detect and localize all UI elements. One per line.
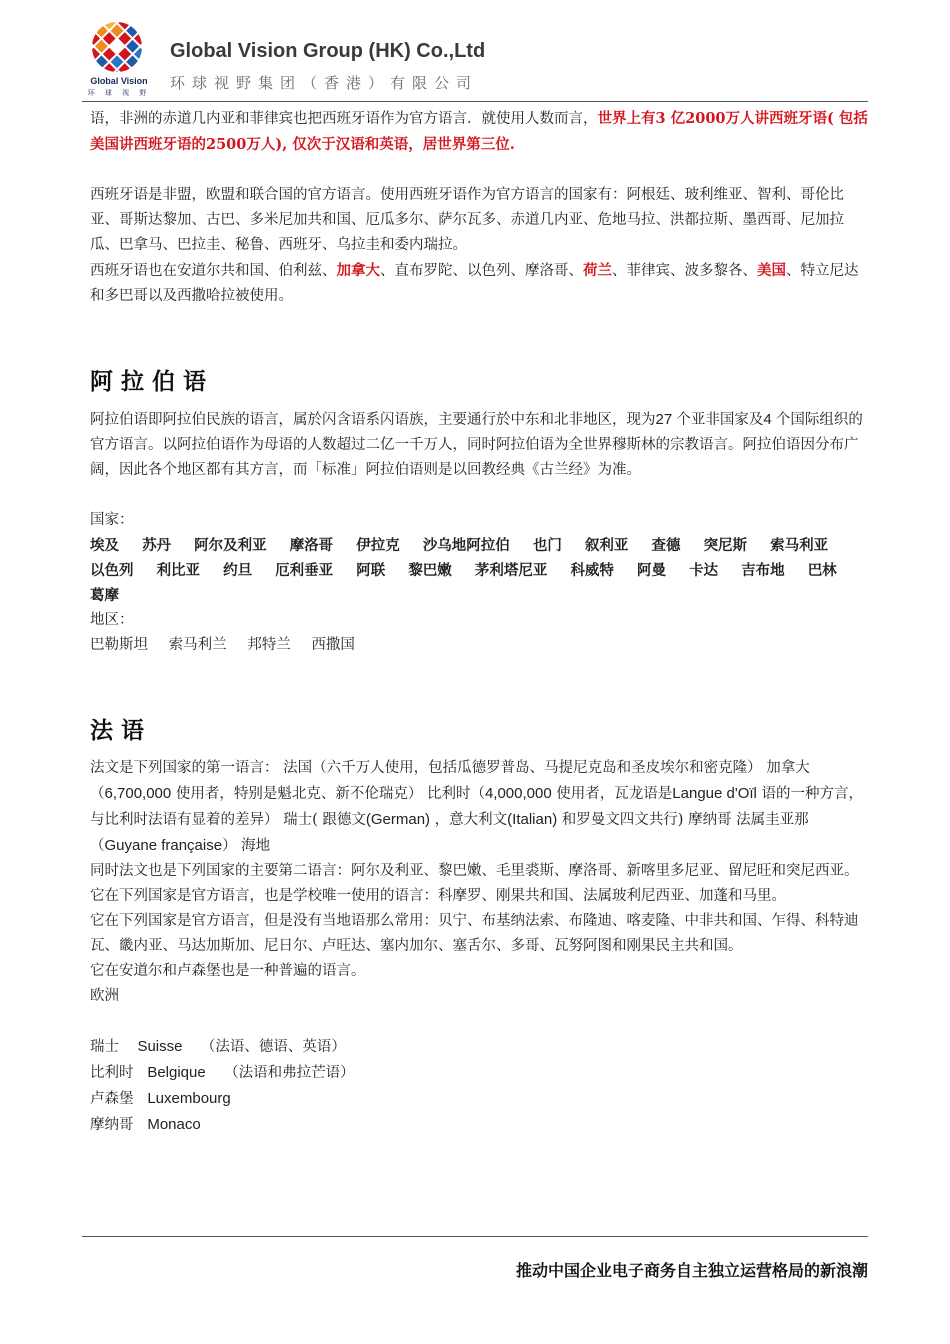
europe-country-note: （法语、德语、英语） <box>200 1039 346 1055</box>
french-p1-guyane: Guyane française <box>104 837 223 854</box>
footer-slogan: 推动中国企业电子商务自主独立运营格局的新浪潮 <box>515 1261 868 1280</box>
french-paragraph-4: 它在下列国家是官方语言，但是没有当地语那么常用：贝宁、布基纳法索、布隆迪、喀麦隆、中非共和国、乍得、科特迪瓦、畿内亚、马达加斯加、尼日尔、卢旺达、塞内加尔、塞舌尔、多哥、瓦努阿图和刚果民主共和国。 <box>90 913 859 954</box>
country-item: 摩洛哥 <box>289 537 334 554</box>
europe-country-fr: Suisse <box>137 1038 183 1055</box>
europe-country-cn: 比利时 <box>90 1065 134 1081</box>
country-item: 突尼斯 <box>703 537 748 554</box>
europe-country-cn: 瑞士 <box>90 1039 119 1055</box>
region-item: 西撒国 <box>311 637 355 653</box>
spanish-p1-text: 语，非洲的赤道几内亚和菲律宾也把西班牙语作为官方语言．就使用人数而言， <box>90 111 598 127</box>
country-item: 黎巴嫩 <box>408 562 452 579</box>
europe-country-fr: Luxembourg <box>147 1090 231 1107</box>
spanish-p3-text-b: 、直布罗陀、以色列、摩洛哥、 <box>380 263 583 279</box>
country-item: 伊拉克 <box>356 537 400 554</box>
europe-country-note: （法语和弗拉芒语） <box>224 1065 355 1081</box>
french-p1-text-d: 语的一种方言，与比利时法语有显着的差异） 瑞士( 跟德文 <box>90 786 864 828</box>
spanish-p3-text-d: 、特立尼达和多巴哥以及西撒哈拉被使用。 <box>90 263 859 304</box>
french-heading: 法语 <box>90 718 152 744</box>
header-divider <box>82 101 868 102</box>
spanish-p1-highlight: 世界上有3 亿2000万人讲西班牙语( 包括美国讲西班牙语的2500万人), 仅次于汉语和英语，居世界第三位. <box>90 110 868 153</box>
europe-country-cn: 卢森堡 <box>90 1091 134 1107</box>
region-item: 索马利兰 <box>168 637 227 653</box>
highlight-canada: 加拿大 <box>336 262 380 279</box>
company-logo <box>84 20 154 100</box>
arabic-intro-text-c: 个国际组织的官方语言。以阿拉伯语作为母语的人数超过二亿一千万人，同时阿拉伯语为全世界穆斯林的宗教语言。阿拉伯语因分布广阔，因此各个地区都有其方言，而「标准」阿拉伯语则是以回教经典《古兰经》为准。 <box>90 412 863 478</box>
country-item: 也门 <box>532 537 562 554</box>
country-item: 苏丹 <box>142 537 172 554</box>
french-paragraph-2: 同时法文也是下列国家的主要第二语言：阿尔及利亚、黎巴嫩、毛里裘斯、摩洛哥、新喀里多尼亚、留尼旺和突尼西亚。 <box>90 863 859 879</box>
french-p1-italian: (Italian) <box>507 811 558 828</box>
document-body <box>90 106 870 1138</box>
country-item: 葛摩 <box>90 587 119 604</box>
spacer <box>90 158 870 183</box>
spacer <box>90 746 870 756</box>
spanish-p3-text-c: 、菲律宾、波多黎各、 <box>612 263 757 279</box>
arabic-intro-num2: 4 <box>763 411 776 428</box>
country-item: 卡达 <box>689 562 719 579</box>
spacer <box>90 1009 870 1034</box>
europe-country-fr: Monaco <box>147 1116 201 1133</box>
logo-text: Global Vision <box>90 76 148 86</box>
french-p1-text-c: 使用者，瓦龙语是 <box>551 786 673 802</box>
country-item: 以色列 <box>90 562 134 579</box>
spacer <box>90 658 870 716</box>
arabic-regions-list <box>90 633 870 658</box>
country-item: 吉布地 <box>741 562 785 579</box>
french-p1-german: (German) <box>365 811 431 828</box>
arabic-intro-text-b: 个亚非国家及 <box>676 412 764 428</box>
highlight-usa: 美国 <box>757 262 786 279</box>
country-item: 厄利垂亚 <box>275 562 334 579</box>
country-item: 利比亚 <box>156 562 201 579</box>
europe-country-fr: Belgique <box>147 1064 206 1081</box>
company-name-en: Global Vision Group (HK) Co.,Ltd <box>170 40 486 62</box>
french-paragraph-3: 它在下列国家是官方语言，也是学校唯一使用的语言：科摩罗、刚果共和国、法属玻利尼西亚、加蓬和马里。 <box>90 888 786 904</box>
spanish-p3-text-a: 西班牙语也在安道尔共和国、伯利兹、 <box>90 263 337 279</box>
french-p1-num1: 6,700,000 <box>104 785 172 802</box>
country-item: 叙利亚 <box>584 537 629 554</box>
arabic-countries-label: 国家： <box>90 512 134 528</box>
country-item: 沙乌地阿拉伯 <box>422 537 510 554</box>
logo-subtext: 环 球 视 野 <box>87 89 151 97</box>
arabic-regions-label: 地区： <box>90 612 134 628</box>
country-item: 埃及 <box>90 537 119 554</box>
arabic-intro <box>90 407 870 483</box>
spacer <box>90 483 870 508</box>
country-item: 阿曼 <box>637 562 666 579</box>
country-item: 阿尔及利亚 <box>194 537 267 554</box>
french-p1-num2: 4,000,000 <box>484 785 552 802</box>
spacer <box>90 309 870 367</box>
country-item: 阿联 <box>356 562 386 579</box>
french-p1-text-e: ，意大利文 <box>430 812 508 828</box>
company-name-cn: 环球视野集团（香港）有限公司 <box>170 74 479 92</box>
country-item: 科威特 <box>570 562 614 579</box>
spanish-paragraph-3 <box>90 258 870 309</box>
europe-row <box>90 1034 870 1060</box>
french-paragraph-6: 欧洲 <box>90 988 119 1004</box>
highlight-netherlands: 荷兰 <box>583 262 612 279</box>
region-item: 邦特兰 <box>247 637 291 653</box>
arabic-countries-list <box>90 533 870 608</box>
region-item: 巴勒斯坦 <box>90 637 148 653</box>
french-p1-text-a: 法文是下列国家的第一语言： 法国（六千万人使用，包括瓜德罗普岛、马提尼克岛和圣皮埃尔和密克隆） 加拿大（ <box>90 760 810 802</box>
french-paragraph-1 <box>90 756 870 859</box>
country-item: 约旦 <box>223 562 253 579</box>
spanish-paragraph-2: 西班牙语是非盟，欧盟和联合国的官方语言。使用西班牙语作为官方语言的国家有：阿根廷、玻利维亚、智利、哥伦比亚、哥斯达黎加、古巴、多米尼加共和国、厄瓜多尔、萨尔瓦多、赤道几内亚、危地马拉、洪都拉斯、墨西哥、尼加拉瓜、巴拿马、巴拉圭、秘鲁、西班牙、乌拉圭和委内瑞拉。 <box>90 187 844 253</box>
spacer <box>90 397 870 407</box>
french-p1-langue: Langue d'Oïl <box>672 785 757 802</box>
europe-row <box>90 1086 870 1112</box>
footer-divider <box>82 1236 868 1237</box>
country-item: 茅利塔尼亚 <box>474 562 548 579</box>
country-item: 索马利亚 <box>770 537 829 554</box>
french-p1-text-f: 和罗曼文四文共行) 摩纳哥 法属圭亚那（ <box>90 812 809 854</box>
globe-logo-icon <box>84 20 154 76</box>
europe-country-cn: 摩纳哥 <box>90 1117 134 1133</box>
spanish-paragraph-1 <box>90 106 870 158</box>
country-item: 巴林 <box>807 562 837 579</box>
arabic-intro-num1: 27 <box>655 411 677 428</box>
europe-row <box>90 1112 870 1138</box>
page-header <box>0 0 950 102</box>
french-p1-text-b: 使用者，特别是魁北克、新不伦瑞克） 比利时（ <box>171 786 485 802</box>
arabic-heading: 阿拉伯语 <box>90 369 214 395</box>
country-item: 查德 <box>651 537 681 554</box>
french-paragraph-5: 它在安道尔和卢森堡也是一种普遍的语言。 <box>90 963 366 979</box>
arabic-intro-text-a: 阿拉伯语即阿拉伯民族的语言，属於闪含语系闪语族，主要通行於中东和北非地区，现为 <box>90 412 656 428</box>
europe-row <box>90 1060 870 1086</box>
french-p1-text-g: ） 海地 <box>222 838 271 854</box>
